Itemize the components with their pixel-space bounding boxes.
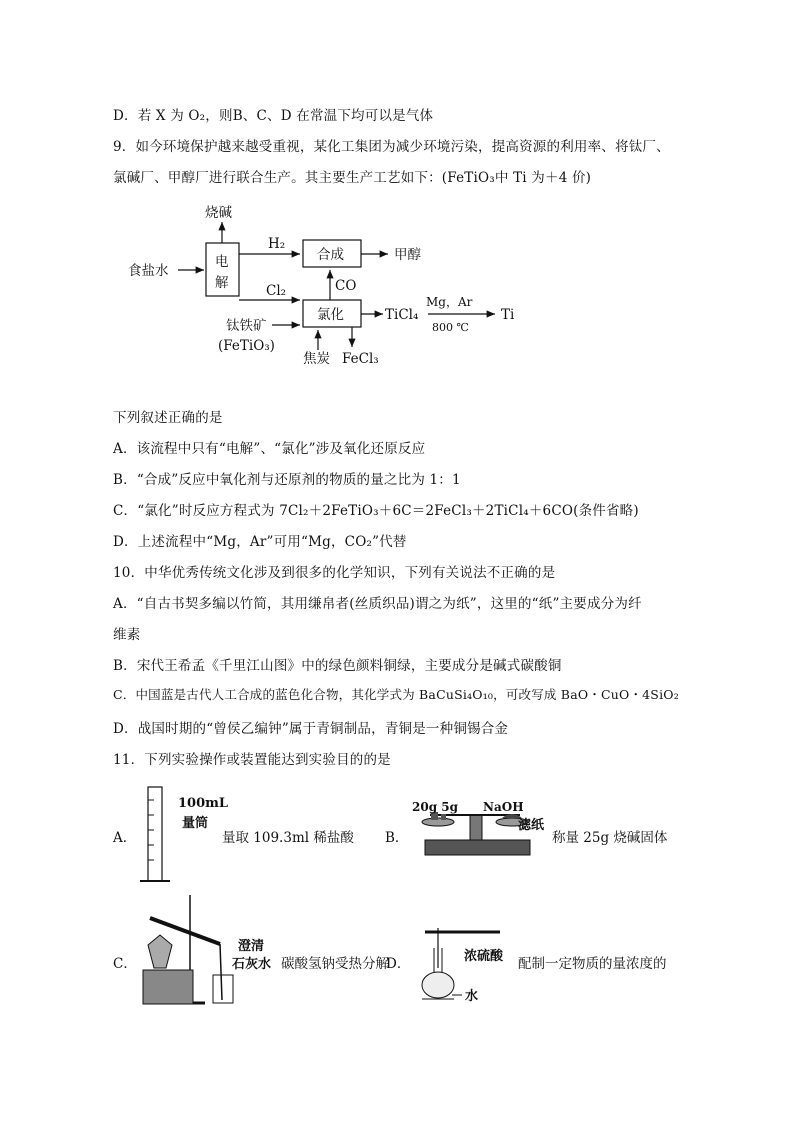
electrolysis-label-2: 解 xyxy=(215,275,229,291)
coke-label: 焦炭 xyxy=(303,351,330,367)
weights-label: 20g 5g xyxy=(412,800,459,814)
ti-label: Ti xyxy=(501,307,515,323)
question-11-option-b-label: B． xyxy=(385,830,409,846)
temperature-label: 800 ℃ xyxy=(432,321,469,334)
naoh-label: NaOH xyxy=(483,800,524,814)
synthesis-label: 合成 xyxy=(317,247,344,263)
methanol-label: 甲醇 xyxy=(394,247,421,263)
limewater-label-1: 澄清 xyxy=(238,939,265,954)
filter-paper-label: 滤纸 xyxy=(518,818,545,833)
question-10-stem: 10．中华优秀传统文化涉及到很多的化学知识，下列有关说法不正确的是 xyxy=(113,565,556,581)
question-9-prompt: 下列叙述正确的是 xyxy=(113,410,223,426)
question-11-stem: 11．下列实验操作或装置能达到实验目的的是 xyxy=(113,752,391,768)
question-11-option-c-label: C． xyxy=(113,956,137,972)
question-11-option-d-label: D． xyxy=(386,956,411,972)
ilmenite-label: 钛铁矿 xyxy=(226,318,267,334)
question-9-option-c: C．“氯化”时反应方程式为 7Cl₂＋2FeTiO₃＋6C＝2FeCl₃＋2TiCl₄＋6CO(条件省略) xyxy=(113,503,639,519)
question-8-option-d: D．若 X 为 O₂，则B、C、D 在常温下均可以是气体 xyxy=(113,108,434,124)
question-11-option-c-text: 碳酸氢钠受热分解 xyxy=(281,956,389,972)
ticl4-label: TiCl₄ xyxy=(385,307,419,323)
question-10-option-a-line-2: 维素 xyxy=(113,627,141,643)
question-9-stem-line-1: 9．如今环境保护越来越受重视，某化工集团为减少环境污染，提高资源的利用率、将钛厂、 xyxy=(113,139,670,155)
question-10-option-a-line-1: A．“自古书契多编以竹简，其用缣帛者(丝质织品)谓之为纸”，这里的“纸”主要成分为纤 xyxy=(113,596,642,612)
question-9-stem-line-2: 氯碱厂、甲醇厂进行联合生产。其主要生产工艺如下：(FeTiO₃中 Ti 为＋4 价) xyxy=(113,170,592,186)
cl2-label: Cl₂ xyxy=(266,283,287,299)
fecl3-label: FeCl₃ xyxy=(342,351,379,367)
question-10-option-d: D．战国时期的“曾侯乙编钟”属于青铜制品，青铜是一种铜锡合金 xyxy=(113,721,509,737)
h2-label: H₂ xyxy=(268,236,286,252)
question-9-option-b: B．“合成”反应中氧化剂与还原剂的物质的量之比为 1：1 xyxy=(113,472,461,488)
water-label: 水 xyxy=(465,989,479,1004)
cylinder-volume-label: 100mL xyxy=(178,796,229,811)
volumetric-flask-figure xyxy=(422,928,504,1004)
question-11-option-d-text: 配制一定物质的量浓度的 xyxy=(518,956,667,972)
question-9-option-d: D．上述流程中“Mg，Ar”可用“Mg，CO₂”代替 xyxy=(113,534,407,550)
question-11-option-a-label: A． xyxy=(113,830,137,846)
question-11-option-b-text: 称量 25g 烧碱固体 xyxy=(552,830,668,846)
conc-sulfuric-acid-label: 浓硫酸 xyxy=(464,949,504,964)
question-10-option-c: C．中国蓝是古代人工合成的蓝色化合物，其化学式为 BaCuSi₄O₁₀，可改写成 BaO・CuO・4SiO₂ xyxy=(113,687,679,702)
question-9-option-a: A．该流程中只有“电解”、“氯化”涉及氧化还原反应 xyxy=(113,441,426,457)
cylinder-name-label: 量筒 xyxy=(182,816,209,831)
mg-ar-label: Mg，Ar xyxy=(426,295,473,309)
brine-label: 食盐水 xyxy=(128,263,169,279)
question-10-option-b: B．宋代王希孟《千里江山图》中的绿色颜料铜绿，主要成分是碱式碳酸铜 xyxy=(113,658,562,674)
caustic-soda-label: 烧碱 xyxy=(205,205,232,221)
ilmenite-formula: (FeTiO₃) xyxy=(218,338,275,354)
question-11-option-a-text: 量取 109.3ml 稀盐酸 xyxy=(222,830,354,846)
measuring-cylinder-figure xyxy=(140,787,228,881)
co-label: CO xyxy=(335,278,357,294)
balance-figure xyxy=(412,800,545,855)
electrolysis-label-1: 电 xyxy=(215,254,229,270)
limewater-label-2: 石灰水 xyxy=(232,957,272,972)
heating-apparatus-figure xyxy=(143,895,271,1004)
chlorination-label: 氯化 xyxy=(317,307,344,323)
